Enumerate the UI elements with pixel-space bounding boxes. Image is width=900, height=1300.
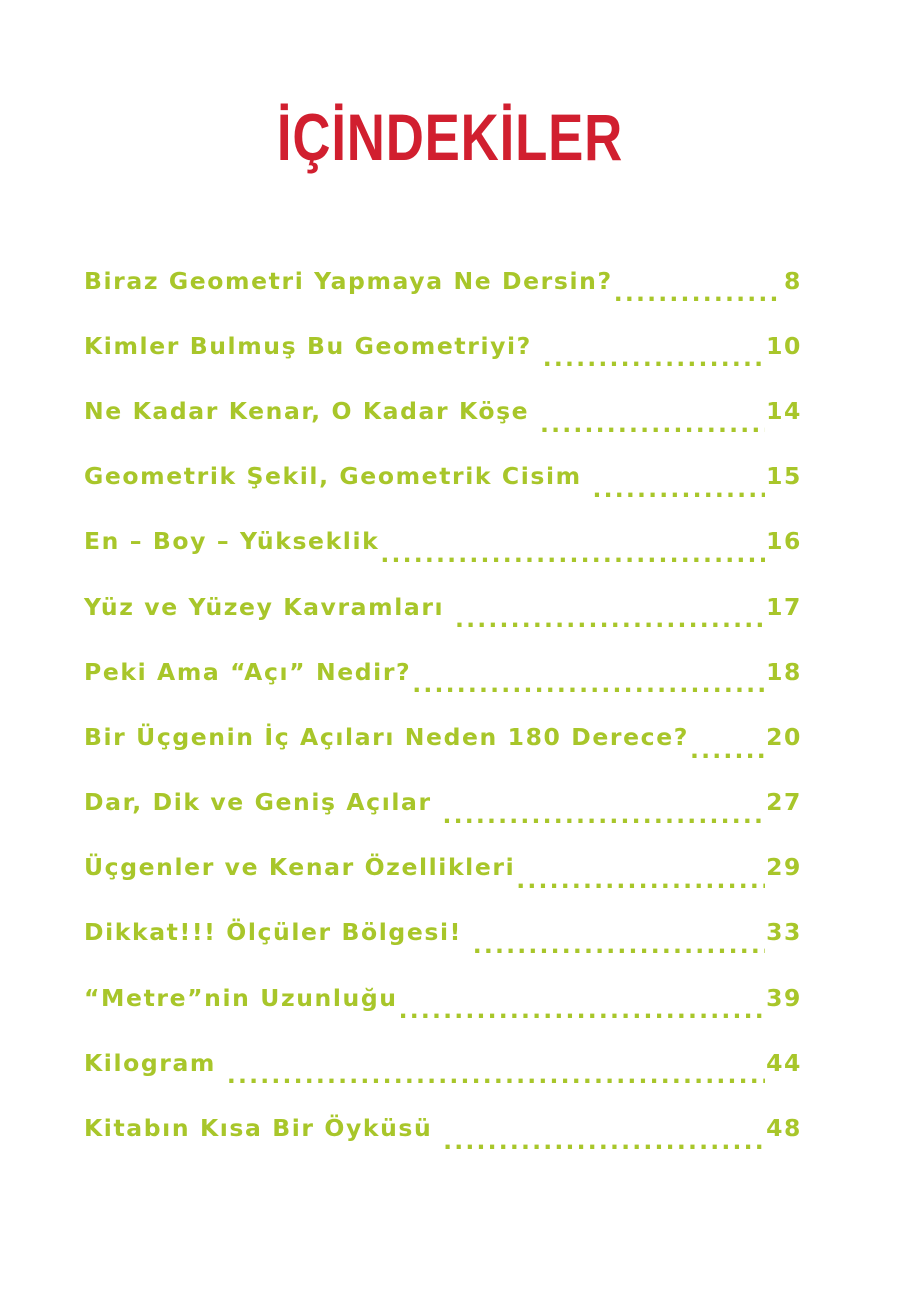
toc-entry-page-number: 8 (784, 266, 802, 295)
toc-entry[interactable] (84, 509, 802, 574)
toc-entry-title: Dar, Dik ve Geniş Açılar (84, 788, 442, 817)
table-of-contents (84, 248, 802, 1161)
dot-leader (516, 860, 765, 900)
toc-entry[interactable] (84, 378, 802, 443)
toc-entry[interactable] (84, 900, 802, 965)
toc-entry-page-number: 33 (766, 918, 802, 947)
dot-leader (473, 925, 765, 965)
toc-entry[interactable] (84, 444, 802, 509)
toc-entry-title: Dikkat!!! Ölçüler Bölgesi! (84, 918, 472, 947)
toc-entry-page-number: 27 (766, 788, 802, 817)
toc-entry-page-number: 39 (766, 983, 802, 1012)
toc-entry-title: Üçgenler ve Kenar Özellikleri (84, 853, 516, 882)
toc-entry[interactable] (84, 1030, 802, 1095)
toc-entry-page-number: 17 (766, 592, 802, 621)
toc-entry[interactable] (84, 704, 802, 769)
toc-entry-title: En – Boy – Yükseklik (84, 527, 380, 556)
dot-leader (455, 599, 765, 639)
dot-leader (412, 664, 765, 704)
dot-leader (227, 1055, 765, 1095)
toc-entry-page-number: 10 (766, 331, 802, 360)
toc-entry-page-number: 29 (766, 853, 802, 882)
toc-entry-page-number: 18 (766, 657, 802, 686)
toc-entry-page-number: 14 (766, 396, 802, 425)
toc-entry-page-number: 48 (766, 1114, 802, 1143)
dot-leader (690, 730, 765, 770)
toc-entry[interactable] (84, 770, 802, 835)
toc-entry[interactable] (84, 574, 802, 639)
dot-leader (543, 338, 765, 378)
toc-entry-page-number: 44 (766, 1048, 802, 1077)
toc-entry-title: Kimler Bulmuş Bu Geometriyi? (84, 331, 542, 360)
toc-entry-title: Kilogram (84, 1048, 226, 1077)
toc-entry[interactable] (84, 639, 802, 704)
toc-entry-title: Yüz ve Yüzey Kavramları (84, 592, 454, 621)
toc-entry[interactable] (84, 835, 802, 900)
toc-entry[interactable] (84, 965, 802, 1030)
toc-entry-title: Biraz Geometri Yapmaya Ne Dersin? (84, 266, 613, 295)
toc-entry[interactable] (84, 248, 802, 313)
toc-entry-title: Geometrik Şekil, Geometrik Cisim (84, 462, 592, 491)
toc-entry-title: Bir Üçgenin İç Açıları Neden 180 Derece? (84, 722, 689, 751)
toc-entry[interactable] (84, 313, 802, 378)
page-title: İÇİNDEKİLER (276, 100, 624, 174)
toc-entry-page-number: 20 (766, 722, 802, 751)
dot-leader (614, 273, 783, 313)
toc-entry-title: “Metre”nin Uzunluğu (84, 983, 398, 1012)
toc-entry-page-number: 16 (766, 527, 802, 556)
dot-leader (540, 404, 765, 444)
toc-entry-page-number: 15 (766, 462, 802, 491)
dot-leader (442, 795, 765, 835)
toc-entry-title: Ne Kadar Kenar, O Kadar Köşe (84, 396, 539, 425)
dot-leader (399, 990, 765, 1030)
toc-entry-title: Peki Ama “Açı” Nedir? (84, 657, 412, 686)
toc-entry-title: Kitabın Kısa Bir Öyküsü (84, 1114, 443, 1143)
dot-leader (380, 534, 765, 574)
dot-leader (593, 469, 766, 509)
toc-entry[interactable] (84, 1095, 802, 1160)
dot-leader (443, 1121, 765, 1161)
